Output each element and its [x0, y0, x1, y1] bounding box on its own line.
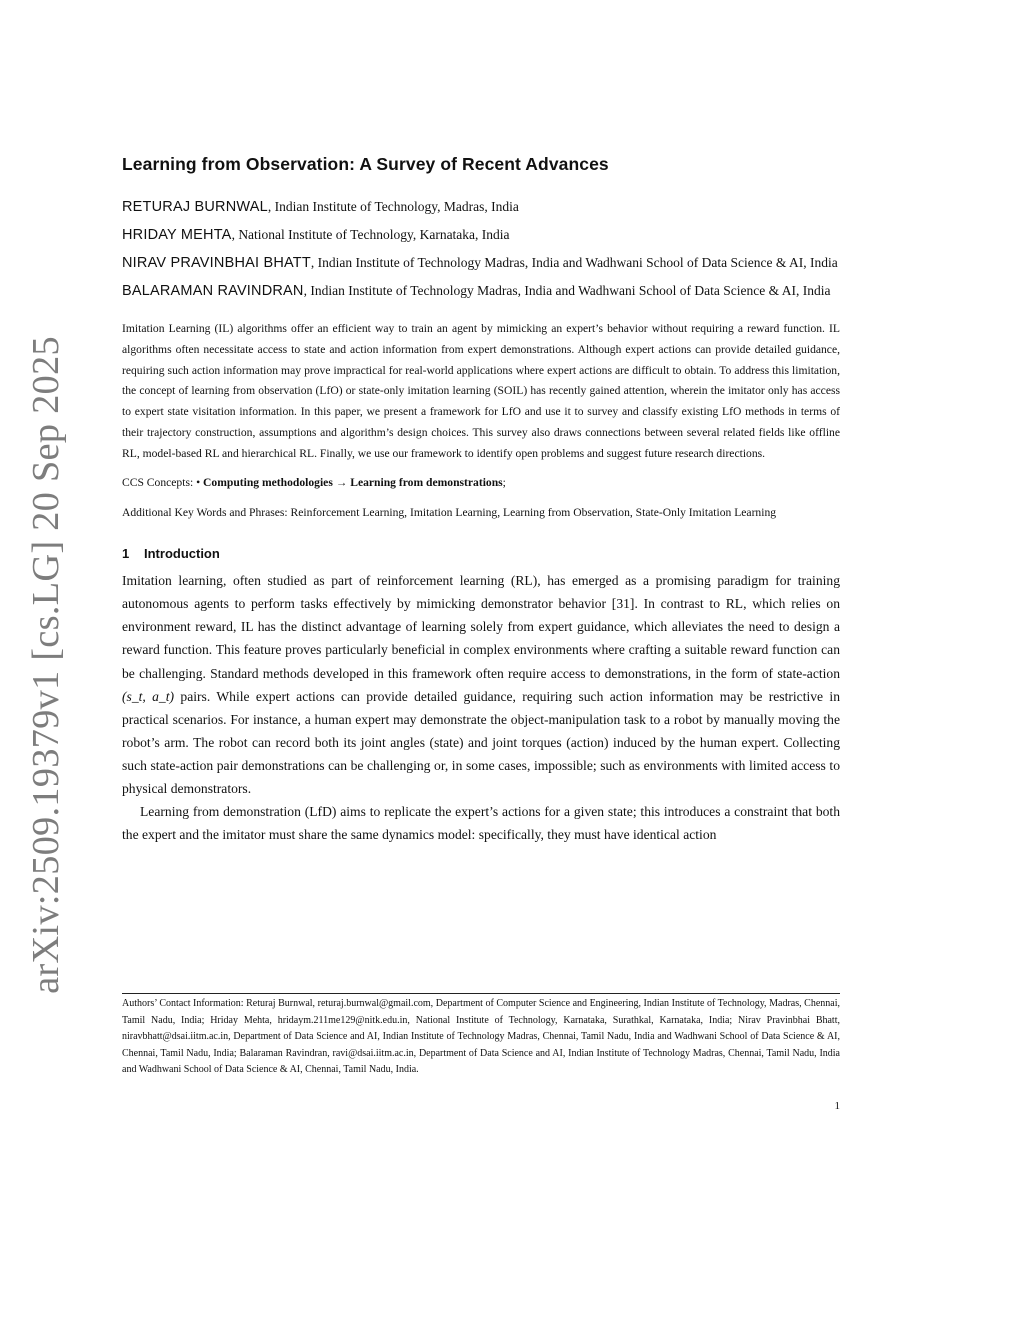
- author-affiliation: , Indian Institute of Technology Madras, India and Wadhwani School of Data Science & AI, India: [303, 283, 831, 298]
- math-state-action: [122, 689, 174, 704]
- section-heading: [122, 546, 840, 561]
- intro-paragraph-1-text-a: Imitation learning, often studied as part of reinforcement learning (RL), has emerged as a promising paradigm for training autonomous agents to perform tasks effectively by mimicking demonstrator behavior [31]. In contrast to RL, which relies on environment reward, IL has the distinct advantage of learning solely from expert guidance, which alleviates the need to design a reward function. This feature proves particularly beneficial in complex environments where crafting a suitable reward function can be challenging. Standard methods developed in this framework often require access to demonstrations, in the form of state-action: [122, 573, 840, 681]
- author-contact-footnote: Authors’ Contact Information: Returaj Burnwal, returaj.burnwal@gmail.com, Department of Computer Science and Engineering, Indian Institute of Technology, Madras, Chennai, Tamil Nadu, India; Hriday Mehta, hridaym.211me129@nitk.edu.in, National Institute of Technology, Karnataka, Surathkal, Karnataka, India; Nirav Pravinbhai Bhatt, niravbhatt@dsai.iitm.ac.in, Department of Data Science and AI, Indian Institute of Technology Madras, Chennai, Tamil Nadu, India and Wadhwani School of Data Science & AI, Chennai, Tamil Nadu, India; Balaraman Ravindran, ravi@dsai.iitm.ac.in, Department of Data Science and AI, Indian Institute of Technology Madras, Chennai, Tamil Nadu, India and Wadhwani School of Data Science & AI, Chennai, Tamil Nadu, India.: [122, 993, 840, 1079]
- ccs-end: ;: [502, 475, 506, 489]
- section-title: Introduction: [144, 546, 220, 562]
- ccs-concepts: [122, 473, 840, 494]
- paper-title: Learning from Observation: A Survey of Recent Advances: [122, 154, 609, 174]
- arxiv-identifier-stamp: [14, 335, 78, 994]
- keywords: Additional Key Words and Phrases: Reinforcement Learning, Imitation Learning, Learning from Observation, State-Only Imitation Learning: [122, 506, 777, 520]
- ccs-arrow: →: [332, 475, 351, 489]
- math-state-action-text: (s_t, a_t): [122, 688, 175, 704]
- section-number: 1: [122, 546, 130, 562]
- author-list: [122, 193, 840, 305]
- author-affiliation: , Indian Institute of Technology Madras, India and Wadhwani School of Data Science & AI, India: [310, 255, 838, 270]
- author-name: NIRAV PRAVINBHAI BHATT: [122, 255, 311, 271]
- author-name: HRIDAY MEHTA: [122, 227, 232, 243]
- ccs-subconcept: Learning from demonstrations: [350, 475, 503, 489]
- intro-paragraph-1: [122, 569, 840, 800]
- abstract: Imitation Learning (IL) algorithms offer an efficient way to train an agent by mimicking an expert’s behavior without requiring a reward function. IL algorithms often necessitate access to state and action information from expert demonstrations. Although expert actions can provide detailed guidance, requiring such action information may prove impractical for real-world applications where expert actions are difficult to obtain. To address this limitation, the concept of learning from observation (LfO) or state-only imitation learning (SOIL) has recently gained attention, wherein the imitator only has access to expert state visitation information. In this paper, we present a framework for LfO and use it to survey and classify existing LfO methods in terms of their trajectory construction, assumptions and algorithm’s design choices. This survey also draws connections between several related fields like offline RL, model-based RL and hierarchical RL. Finally, we use our framework to identify open problems and suggest future research directions.: [122, 322, 840, 460]
- intro-paragraph-1-text-b: pairs. While expert actions can provide detailed guidance, requiring such action information may be restrictive in practical scenarios. For instance, a human expert may demonstrate the object-manipulation task to a robot by manually moving the robot’s arm. The robot can record both its joint angles (state) and joint torques (action) induced by the human expert. Collecting such state-action pair demonstrations can be challenging or, in some cases, impossible; such as environments with limited access to physical demonstrators.: [122, 688, 841, 797]
- ccs-concept: Computing methodologies: [203, 475, 333, 489]
- ccs-label: CCS Concepts: •: [122, 475, 204, 489]
- author-entry: [122, 277, 840, 305]
- intro-paragraph-2: Learning from demonstration (LfD) aims to replicate the expert’s actions for a given state; this introduces a constraint that both the expert and the imitator must share the same dynamics model: specifically, they must have identical action: [122, 804, 840, 843]
- author-entry: [122, 221, 840, 249]
- author-name: RETURAJ BURNWAL: [122, 199, 268, 215]
- arxiv-identifier-text: arXiv:2509.19379v1 [cs.LG] 20 Sep 2025: [25, 335, 67, 994]
- page-number: 1: [834, 1100, 840, 1112]
- author-affiliation: , Indian Institute of Technology, Madras, India: [267, 199, 519, 214]
- paper-content: [122, 150, 840, 846]
- author-name: BALARAMAN RAVINDRAN: [122, 283, 304, 299]
- author-affiliation: , National Institute of Technology, Karnataka, India: [231, 227, 510, 242]
- author-entry: [122, 193, 840, 221]
- author-entry: [122, 249, 840, 277]
